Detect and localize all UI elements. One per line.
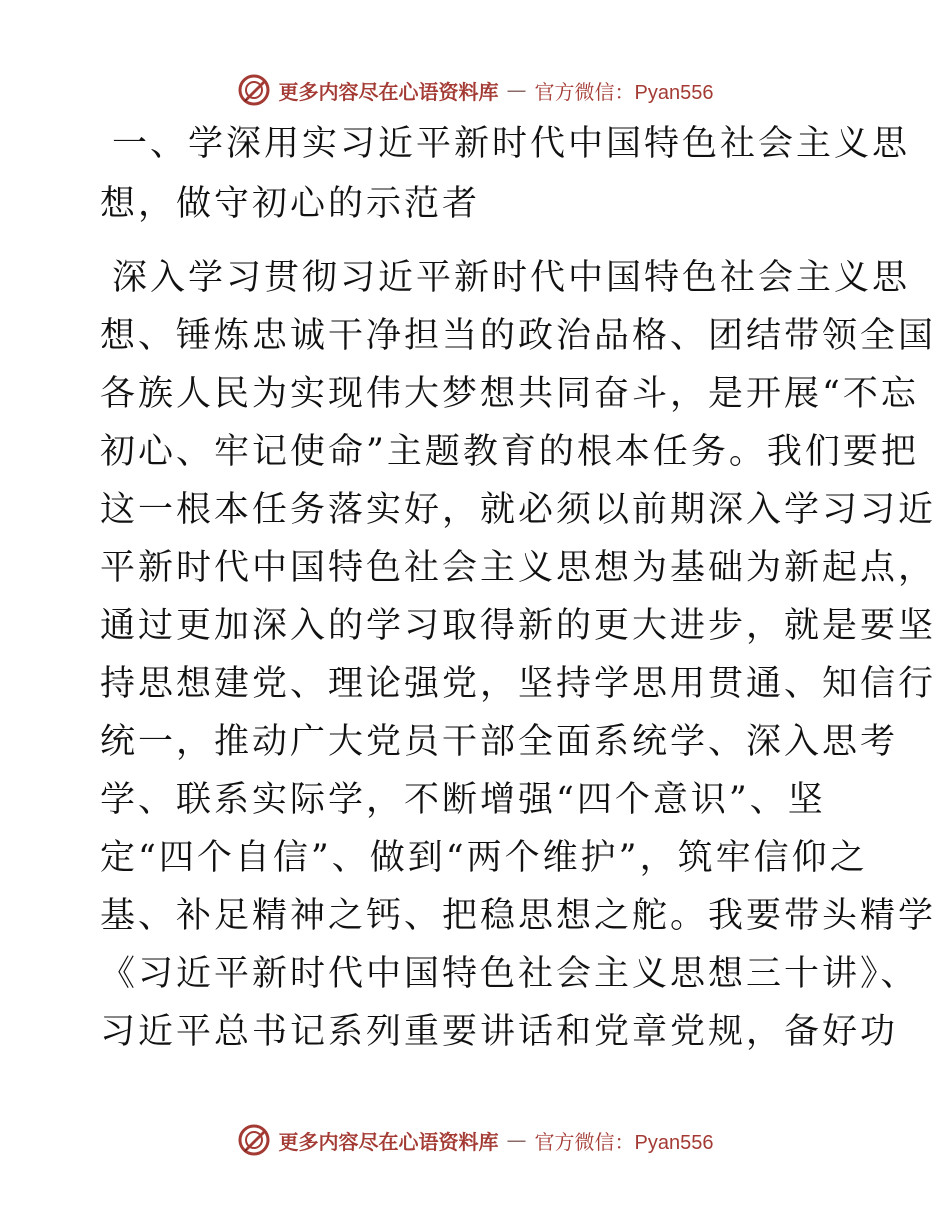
footer-watermark xyxy=(0,1120,950,1160)
body-line: 定“四个自信”、做到“两个维护”，筑牢信仰之 xyxy=(100,838,868,878)
watermark-text: 更多内容尽在心语资料库 xyxy=(278,79,499,104)
body-line: 初心、牢记使命”主题教育的根本任务。我们要把 xyxy=(100,432,919,472)
body-line: 学、联系实际学，不断增强“四个意识”、坚 xyxy=(100,780,826,820)
watermark-separator: — xyxy=(506,78,527,102)
pen-logo-icon xyxy=(237,1123,271,1157)
header-watermark xyxy=(0,70,950,110)
body-line: 持思想建党、理论强党，坚持学思用贯通、知信行 xyxy=(100,664,937,704)
body-line: 想、锤炼忠诚干净担当的政治品格、团结带领全国 xyxy=(100,316,937,356)
heading-line-2: 想，做守初心的示范者 xyxy=(100,184,481,224)
body-line: 基、补足精神之钙、把稳思想之舵。我要带头精学 xyxy=(100,896,937,936)
body-line: 各族人民为实现伟大梦想共同奋斗，是开展“不忘 xyxy=(100,374,919,414)
watermark-account: 官方微信：Pyan556 xyxy=(534,81,714,104)
body-line: 平新时代中国特色社会主义思想为基础为新起点， xyxy=(100,548,937,588)
body-line: 这一根本任务落实好，就必须以前期深入学习习近 xyxy=(100,490,937,530)
watermark-separator: — xyxy=(506,1128,527,1152)
pen-logo-icon xyxy=(237,73,271,107)
heading-line-1: 一、学深用实习近平新时代中国特色社会主义思 xyxy=(112,124,911,164)
body-line: 《习近平新时代中国特色社会主义思想三十讲》、 xyxy=(100,954,919,994)
watermark-text: 更多内容尽在心语资料库 xyxy=(278,1129,499,1154)
body-line: 通过更加深入的学习取得新的更大进步，就是要坚 xyxy=(100,606,937,646)
watermark-account: 官方微信：Pyan556 xyxy=(534,1131,714,1154)
body-line: 习近平总书记系列重要讲话和党章党规，备好功 xyxy=(100,1012,899,1052)
body-line: 统一，推动广大党员干部全面系统学、深入思考 xyxy=(100,722,899,762)
body-line: 深入学习贯彻习近平新时代中国特色社会主义思 xyxy=(112,258,911,298)
